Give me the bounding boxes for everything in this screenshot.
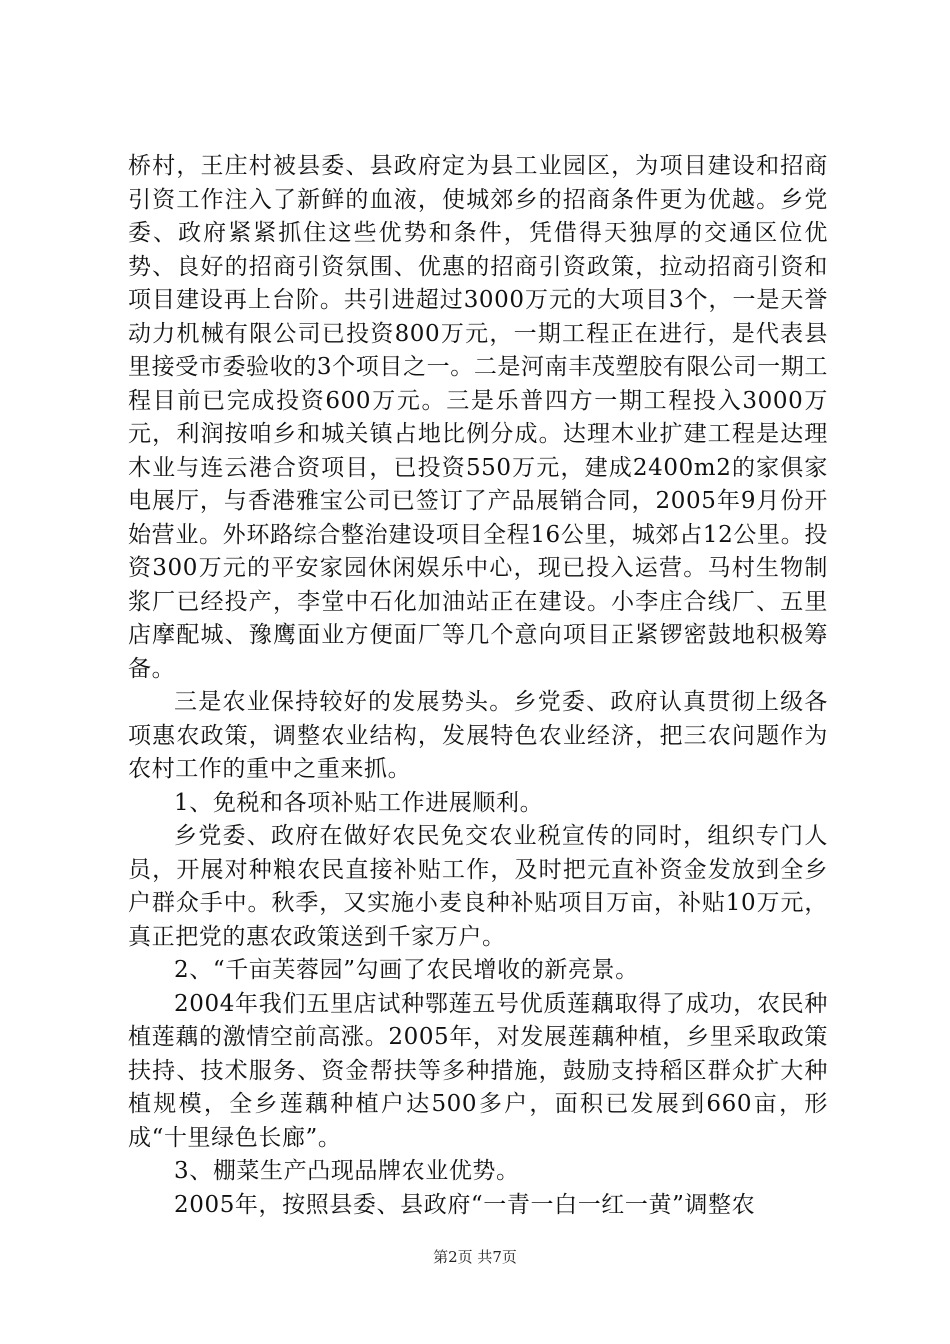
paragraph-tax-subsidy: 乡党委、政府在做好农民免交农业税宣传的同时，组织专门人员，开展对种粮农民直接补贴工作，及时把元直补资金发放到全乡户群众手中。秋季，又实施小麦良种补贴项目万亩，补贴10万元，真正把党的惠农政策送到千家万户。 — [128, 823, 828, 950]
heading-greenhouse-vegetables: 3、棚菜生产凸现品牌农业优势。 — [174, 1158, 520, 1184]
heading-tax-subsidy: 1、免税和各项补贴工作进展顺利。 — [174, 789, 544, 816]
paragraph-projects: 桥村，王庄村被县委、县政府定为县工业园区，为项目建设和招商引资工作注入了新鲜的血液，使城郊乡的招商条件更为优越。乡党委、政府紧紧抓住这些优势和条件，凭借得天独厚的交通区位优势、良好的招商引资氛围、优惠的招商引资政策，拉动招商引资和项目建设再上台阶。共引进超过3000万元的大项目3个，一是天誉动力机械有限公司已投资800万元，一期工程正在进行，是代表县里接受市委验收的3个项目之一。二是河南丰茂塑胶有限公司一期工程目前已完成投资600万元。三是乐普四方一期工程投入3000万元，利润按咱乡和城关镇占地比例分成。达理木业扩建工程是达理木业与连云港合资项目，已投资550万元，建成2400m2的家俱家电展厅，与香港雅宝公司已签订了产品展销合同，2005年9月份开始营业。外环路综合整治建设项目全程16公里，城郊占12公里。投资300万元的平安家园休闲娱乐中心，现已投入运营。马村生物制浆厂已经投产，李堂中石化加油站正在建设。小李庄合线厂、五里店摩配城、豫鹰面业方便面厂等几个意向项目正紧锣密鼓地积极筹备。 — [128, 153, 828, 682]
paragraph-lotus-garden: 2004年我们五里店试种鄂莲五号优质莲藕取得了成功，农民种植莲藕的激情空前高涨。2005年，对发展莲藕种植，乡里采取政策扶持、技术服务、资金帮扶等多种措施，鼓励支持稻区群众扩大种植规模，全乡莲藕种植户达500多户，面积已发展到660亩，形成“十里绿色长廊”。 — [128, 990, 828, 1151]
paragraph-greenhouse-vegetables: 2005年，按照县委、县政府“一青一白一红一黄”调整农 — [174, 1191, 756, 1218]
heading-lotus-garden: 2、“千亩芙蓉园”勾画了农民增收的新亮景。 — [174, 957, 639, 983]
page-number-label: 第2页 共7页 — [433, 1248, 517, 1266]
paragraph-agriculture: 三是农业保持较好的发展势头。乡党委、政府认真贯彻上级各项惠农政策，调整农业结构，发展特色农业经济，把三农问题作为农村工作的重中之重来抓。 — [128, 689, 828, 782]
document-body — [128, 150, 828, 1222]
page-footer — [0, 1246, 950, 1267]
